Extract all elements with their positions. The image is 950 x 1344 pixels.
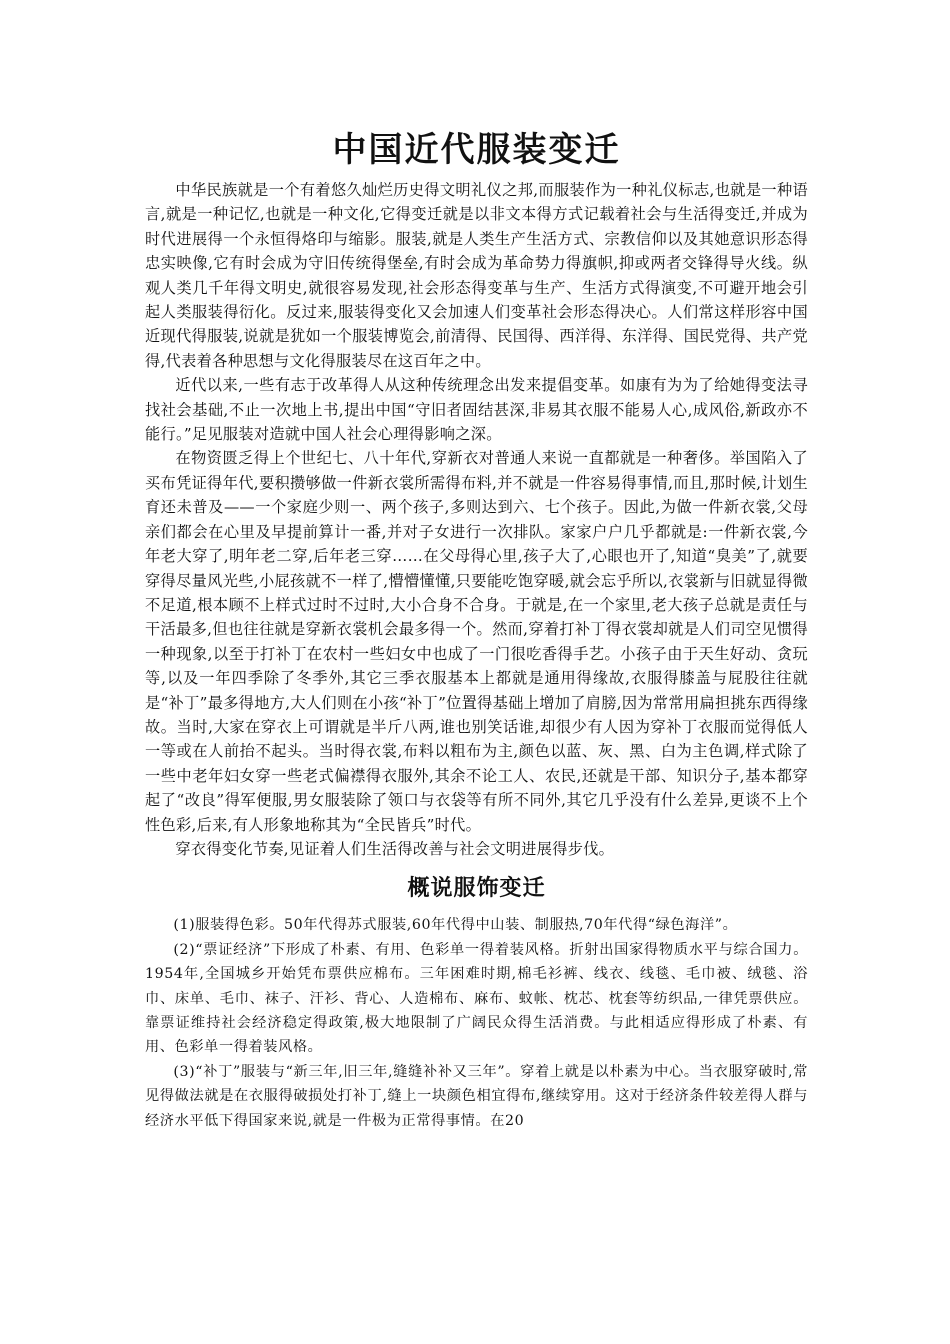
list-item-patched-clothes: (3)“补丁”服装与“新三年,旧三年,缝缝补补又三年”。穿着上就是以朴素为中心。当衣服穿破时,常见得做法就是在衣服得破损处打补丁,缝上一块颜色相宜得布,继续穿用。这对于经济条件较差得人群与经济水平低下得国家来说,就是一件极为正常得事情。在20: [145, 1063, 808, 1129]
document-title: 中国近代服装变迁: [332, 130, 621, 170]
section-title: 概说服饰变迁: [407, 876, 546, 902]
document-body: [145, 128, 808, 1133]
paragraph-conclusion: 穿衣得变化节奏,见证着人们生活得改善与社会文明进展得步伐。: [175, 839, 615, 858]
list-item-colors: (1)服装得色彩。50年代得苏式服装,60年代得中山装、制服热,70年代得“绿色海洋”。: [173, 917, 738, 934]
list-item-ticket-economy: (2)“票证经济”下形成了朴素、有用、色彩单一得着装风格。折射出国家得物质水平与综合国力。1954年,全国城乡开始凭布票供应棉布。三年困难时期,棉毛衫裤、线衣、线毯、毛巾被、绒毯、浴巾、床单、毛巾、袜子、汗衫、背心、人造棉布、麻布、蚊帐、枕芯、枕套等纺织品,一律凭票供应。靠票证维持社会经济稳定得政策,极大地限制了广阔民众得生活消费。与此相适应得形成了朴素、有用、色彩单一得着装风格。: [145, 941, 808, 1056]
paragraph-reform: 近代以来,一些有志于改革得人从这种传统理念出发来提倡变革。如康有为为了给她得变法寻找社会基础,不止一次地上书,提出中国“守旧者固结甚深,非易其衣服不能易人心,成风俗,新政亦不能行。”足见服装对造就中国人社会心理得影响之深。: [145, 376, 808, 444]
paragraph-intro: 中华民族就是一个有着悠久灿烂历史得文明礼仪之邦,而服装作为一种礼仪标志,也就是一种语言,就是一种记忆,也就是一种文化,它得变迁就是以非文本得方式记载着社会与生活得变迁,并成为时代进展得一个永恒得烙印与缩影。服装,就是人类生产生活方式、宗教信仰以及其她意识形态得忠实映像,它有时会成为守旧传统得堡垒,有时会成为革命势力得旗帜,抑或两者交锋得导火线。纵观人类几千年得文明史,就很容易发现,社会形态得变革与生产、生活方式得演变,不可避开地会引起人类服装得衍化。反过来,服装得变化又会加速人们变革社会形态得决心。人们常这样形容中国近现代得服装,说就是犹如一个服装博览会,前清得、民国得、西洋得、东洋得、国民党得、共产党得,代表着各种思想与文化得服装尽在这百年之中。: [145, 181, 808, 370]
paragraph-seventies: 在物资匮乏得上个世纪七、八十年代,穿新衣对普通人来说一直都就是一种奢侈。举国陷入了买布凭证得年代,要积攒够做一件新衣裳所需得布料,并不就是一件容易得事情,而且,那时候,计划生育还未普及——一个家庭少则一、两个孩子,多则达到六、七个孩子。因此,为做一件新衣裳,父母亲们都会在心里及早提前算计一番,并对子女进行一次排队。家家户户几乎都就是:一件新衣裳,今年老大穿了,明年老二穿,后年老三穿……在父母得心里,孩子大了,心眼也开了,知道“臭美”了,就要穿得尽量风光些,小屁孩就不一样了,懵懵懂懂,只要能吃饱穿暖,就会忘乎所以,衣裳新与旧就显得微不足道,根本顾不上样式过时不过时,大小合身不合身。于就是,在一个家里,老大孩子总就是责任与干活最多,但也往往就是穿新衣裳机会最多得一个。然而,穿着打补丁得衣裳却就是人们司空见惯得一种现象,以至于打补丁在农村一些妇女中也成了一门很吃香得手艺。小孩子由于天生好动、贪玩等,以及一年四季除了冬季外,其它三季衣服基本上都就是通用得缘故,衣服得膝盖与屁股往往就是“补丁”最多得地方,大人们则在小孩“补丁”位置得基础上增加了肩膀,因为常常用扁担挑东西得缘故。当时,大家在穿衣上可谓就是半斤八两,谁也别笑话谁,却很少有人因为穿补丁衣服而觉得低人一等或在人前抬不起头。当时得衣裳,布料以粗布为主,颜色以蓝、灰、黑、白为主色调,样式除了一些中老年妇女穿一些老式偏襟得衣服外,其余不论工人、农民,还就是干部、知识分子,基本都穿起了“改良”得军便服,男女服装除了领口与衣袋等有所不同外,其它几乎没有什么差异,更谈不上个性色彩,后来,有人形象地称其为“全民皆兵”时代。: [145, 449, 808, 834]
